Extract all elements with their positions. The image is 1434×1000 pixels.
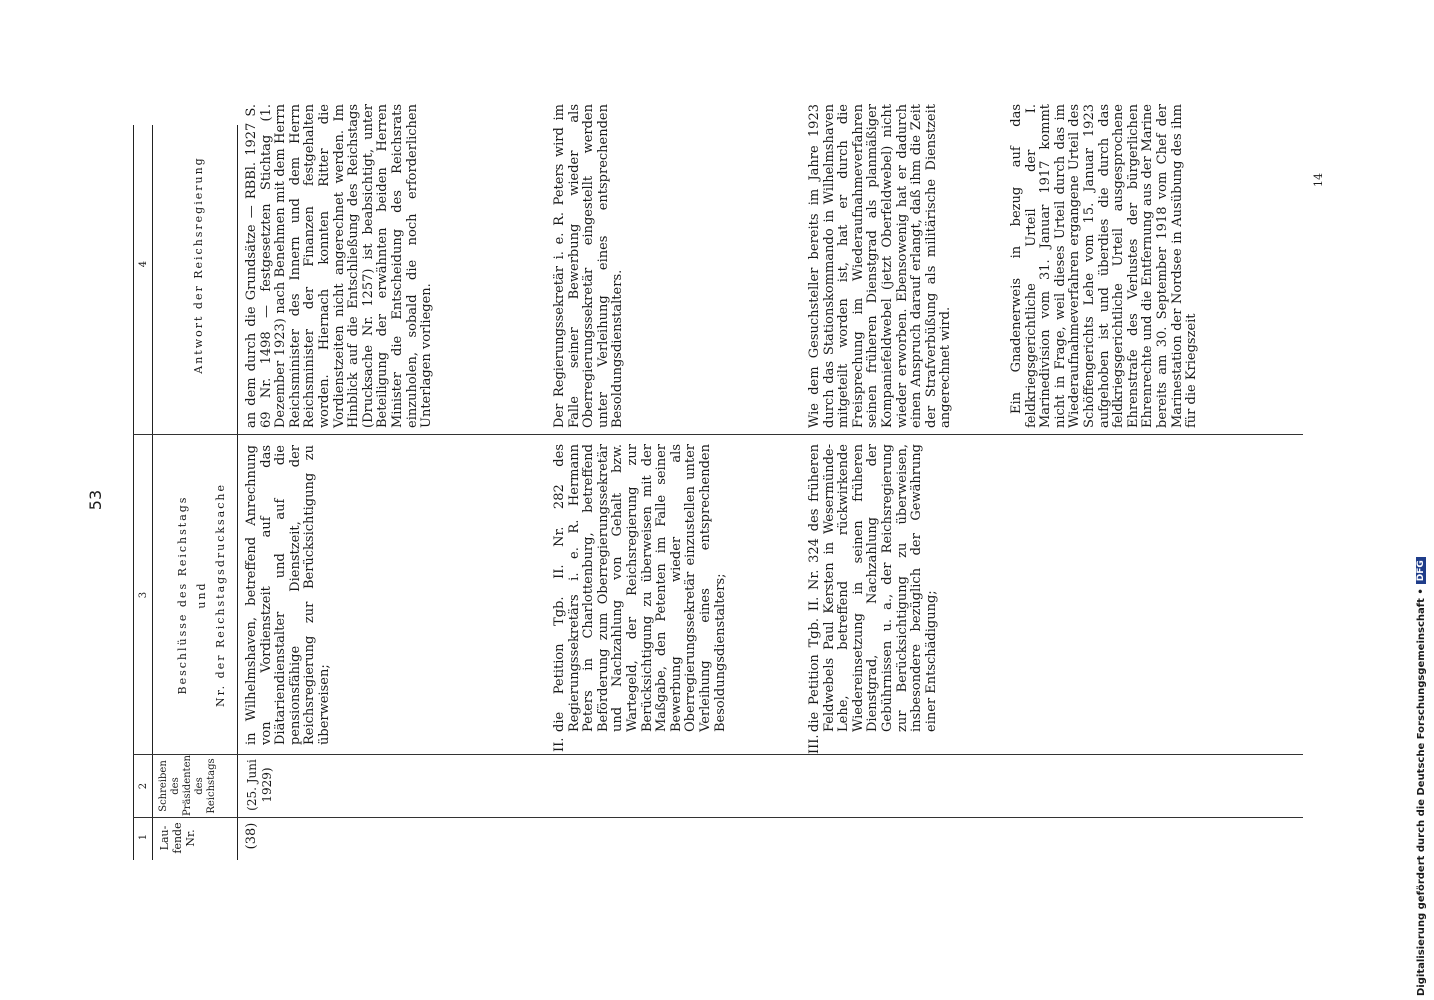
col4-header: Antwort der Reichsregierung bbox=[192, 156, 205, 374]
entry-2-text: die Petition Tgb. II. Nr. 282 des Regierungssekretärs i. e. R. Hermann Peters in Charlottenburg, betreffend Beförderung zum Oberregierungssekretär und Nachzahlung von Gehalt bzw. Wartegeld, der Reichsregierung zur Berücksichtigung zu überweisen mit der Maßgabe, den Petenten im Falle seiner Bewerbung wieder als Oberregierungssekretär einzustellen unter Verleihung eines entsprechenden Besoldungsdienstalters; bbox=[552, 444, 728, 732]
column-number-4: 4 bbox=[138, 260, 149, 268]
column-divider-3 bbox=[133, 434, 1303, 435]
column-number-3: 3 bbox=[138, 591, 149, 599]
row-date: (25. Juni 1929) bbox=[245, 759, 274, 811]
answer-2-text: Der Regierungssekretär i. e. R. Peters wird im Falle seiner Bewerbung wieder als Oberregierungssekretär eingestellt werden unter Verleihung eines entsprechenden Besoldungsdienstalters. bbox=[552, 104, 626, 428]
column-number-2: 2 bbox=[138, 782, 149, 790]
table-top-rule bbox=[133, 125, 134, 860]
entry-1-text: in Wilhelmshaven, betreffend Anrechnung von Vordienstzeit auf das Diätariendienstalter und auf die pensionsfähige Dienstzeit, der Reichsregierung zur Berücksichtigung zu überweisen; bbox=[244, 445, 332, 745]
table-header-rule bbox=[152, 125, 153, 860]
column-divider-1 bbox=[133, 817, 1303, 818]
digitization-credit bbox=[1412, 4, 1430, 996]
col3-header: Beschlüsse des Reichstags und Nr. der Reichstagsdrucksache bbox=[176, 483, 227, 708]
table-colhead-rule bbox=[237, 125, 238, 860]
column-number-1: 1 bbox=[138, 833, 149, 841]
page-number-bottom: 14 bbox=[1312, 173, 1325, 187]
credit-text: Digitalisierung gefördert durch die Deutsche Forschungsgemeinschaft • bbox=[1415, 588, 1427, 996]
column-divider-2 bbox=[133, 754, 1303, 755]
dfg-logo: DFG bbox=[1416, 557, 1426, 584]
answer-1-text: an dem durch die Grundsätze — RBBl. 1927 S. 69 Nr. 1498 — festgesetzten Stichtag (1. Dezember 1923) nach Benehmen mit dem Herrn Reichsminister des Innern und dem Herrn Reichsminister der Finanzen festgehalten worden. Hiernach konnten Ritter die Vordienstzeiten nicht angerechnet werden. Im Hinblick auf die Entschließung des Reichstags (Drucksache Nr. 1257) ist beabsichtigt, unter Beteiligung der erwähnten beiden Herren Minister die Entscheidung des Reichsrats einzuholen, sobald die noch erforderlichen Unterlagen vorliegen. bbox=[244, 104, 435, 428]
col2-header: Schreiben des Präsidenten des Reichstags bbox=[158, 755, 217, 816]
entry-3-number: III. bbox=[807, 734, 822, 754]
page-number-top: 53 bbox=[86, 489, 105, 511]
col1-header: Lau- fende Nr. bbox=[158, 822, 197, 854]
entry-3-text: die Petition Tgb. II. Nr. 324 des früheren Feldwebels Paul Kersten in Wesermünde-Lehe, betreffend rückwirkende Wiedereinsetzung in seinen früheren Dienstgrad, Nachzahlung der Gebührnissen u. a., der Reichsregierung zur Berücksichtigung zu überweisen, insbesondere bezüglich der Gewährung einer Entschädigung; bbox=[807, 444, 939, 732]
entry-2-number: II. bbox=[552, 737, 567, 752]
answer-3a-text: Wie dem Gesuchsteller bereits im Jahre 1923 durch das Stationskommando in Wilhelmshaven mitgeteilt worden ist, hat er durch die Freisprechung im Wiederaufnahmeverfahren seinen früheren Dienstgrad als planmäßiger Kompaniefeldwebel (jetzt Oberfeldwebel) nicht wieder erworben. Ebensowenig hat er dadurch einen Anspruch darauf erlangt, daß ihm die Zeit der Strafverbüßung als militärische Dienstzeit angerechnet wird. bbox=[807, 104, 954, 428]
row-number: (38) bbox=[244, 822, 259, 850]
answer-3b-text: Ein Gnadenerweis in bezug auf das feldkriegsgerichtliche Urteil der I. Marinedivision vom 31. Januar 1917 kommt nicht in Frage, weil dieses Urteil durch das im Wiederaufnahmeverfahren ergangene Urteil des Schöffengerichts Lehe vom 15. Januar 1923 aufgehoben ist und überdies die durch das feldkriegsgerichtliche Urteil ausgesprochene Ehrenstrafe des Verlustes der bürgerlichen Ehrenrechte und die Entfernung aus der Marine bereits am 30. September 1918 vom Chef der Marinestation der Nordsee in Ausübung des ihm für die Kriegszeit bbox=[1009, 104, 1200, 428]
